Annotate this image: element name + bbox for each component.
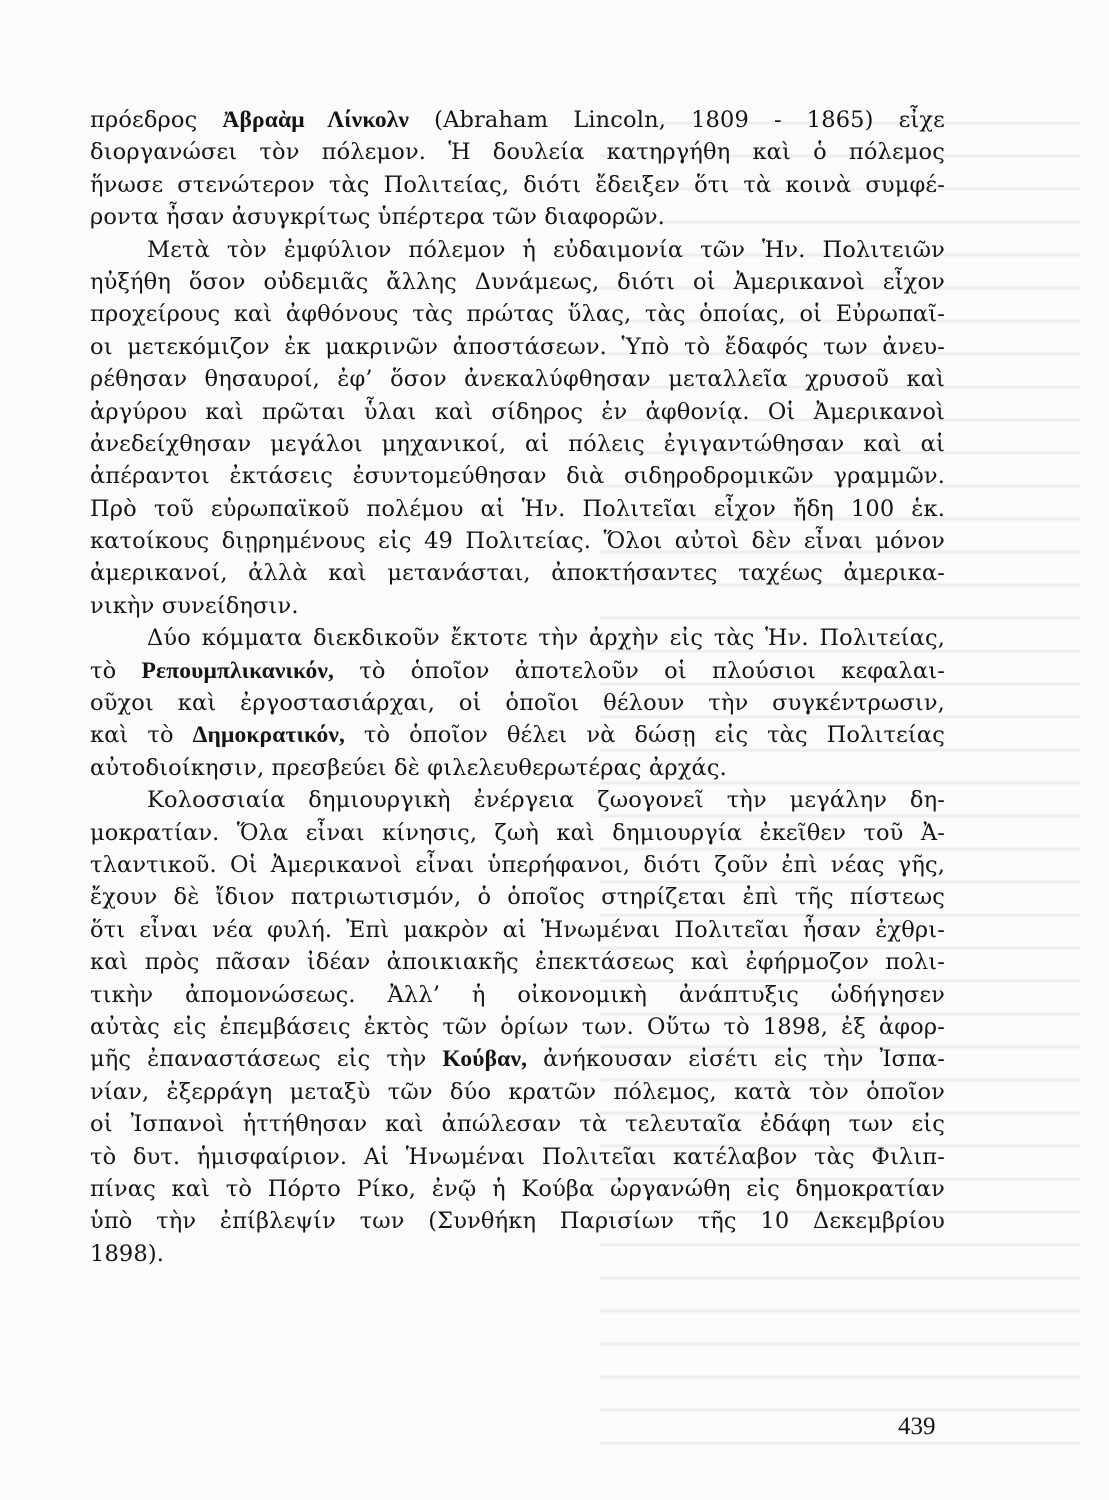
text-line: ηὐξήθη ὅσον οὐδεμιᾶς ἄλλης Δυνάμεως, διότι οἱ Ἀμερικανοὶ εἶχον	[90, 268, 945, 295]
text-line: 1898).	[90, 1240, 165, 1267]
text-line: αὐτὰς εἰς ἐπεμβάσεις ἐκτὸς τῶν ὁρίων των. Οὕτω τὸ 1898, ἐξ ἀφορ-	[90, 1013, 945, 1040]
text-line: τλαντικοῦ. Οἱ Ἀμερικανοὶ εἶναι ὑπερήφανοι, διότι ζοῦν ἐπὶ νέας γῆς,	[90, 851, 945, 878]
line-text: τὸ ὁποῖον θέλει νὰ δώσῃ εἰς τὰς Πολιτείας	[345, 722, 945, 749]
text-line: καὶ πρὸς πᾶσαν ἰδέαν ἀποικιακῆς ἐπεκτάσεως καὶ ἐφήρμοζον πολι-	[90, 949, 945, 976]
text-line: ρέθησαν θησαυροί, ἐφ’ ὅσον ἀνεκαλύφθησαν μεταλλεῖα χρυσοῦ καὶ	[90, 366, 945, 393]
text-line: ὅτι εἶναι νέα φυλή. Ἐπὶ μακρὸν αἱ Ἡνωμέναι Πολιτεῖαι ἦσαν ἐχθρι-	[90, 916, 945, 943]
text-line: κατοίκους διῃρημένους εἰς 49 Πολιτείας. Ὅλοι αὐτοὶ δὲν εἶναι μόνον	[90, 528, 945, 555]
text-line: Μετὰ τὸν ἐμφύλιον πόλεμον ἡ εὐδαιμονία τῶν Ἡν. Πολιτειῶν	[147, 236, 945, 263]
bold-term: Κούβαν,	[442, 1046, 528, 1073]
text-line: ἀνεδείχθησαν μεγάλοι μηχανικοί, αἱ πόλεις ἐγιγαντώθησαν καὶ αἱ	[90, 430, 945, 457]
text-line: διοργανώσει τὸν πόλεμον. Ἡ δουλεία κατηργήθη καὶ ὁ πόλεμος	[90, 139, 945, 166]
line-text: (Abraham Lincoln, 1809 - 1865) εἶχε	[409, 107, 945, 133]
text-line: προχείρους καὶ ἀφθόνους τὰς πρώτας ὕλας, τὰς ὁποίας, οἱ Εὐρωπαῖ-	[90, 301, 945, 328]
text-line: αὐτοδιοίκησιν, πρεσβεύει δὲ φιλελευθερωτέρας ἀρχάς.	[90, 754, 727, 781]
line-text: καὶ τὸ	[90, 722, 193, 749]
line-text: πρόεδρος	[90, 107, 223, 133]
text-line	[90, 1043, 945, 1075]
text-line: ὑπὸ τὴν ἐπίβλεψίν των (Συνθήκη Παρισίων τῆς 10 Δεκεμβρίου	[90, 1208, 945, 1235]
text-line: οῦχοι καὶ ἐργοστασιάρχαι, οἱ ὁποῖοι θέλουν τὴν συγκέντρωσιν,	[90, 690, 945, 717]
text-line: νικὴν συνείδησιν.	[90, 592, 299, 619]
text-line	[90, 719, 945, 751]
line-text: ἀνήκουσαν εἰσέτι εἰς τὴν Ἰσπα-	[527, 1046, 945, 1073]
text-line: ροντα ἦσαν ἀσυγκρίτως ὑπέρτερα τῶν διαφορῶν.	[90, 204, 665, 231]
body-text	[90, 104, 945, 1270]
text-line: ἀπέραντοι ἐκτάσεις ἐσυντομεύθησαν διὰ σιδηροδρομικῶν γραμμῶν.	[90, 463, 945, 490]
text-line: τὸ δυτ. ἡμισφαίριον. Αἱ Ἡνωμέναι Πολιτεῖαι κατέλαβον τὰς Φιλιπ-	[90, 1143, 945, 1170]
text-line: ἀργύρου καὶ πρῶται ὗλαι καὶ σίδηρος ἐν ἀφθονίᾳ. Οἱ Ἀμερικανοὶ	[90, 398, 945, 425]
text-line: οι μετεκόμιζον ἐκ μακρινῶν ἀποστάσεων. Ὑπὸ τὸ ἔδαφός των ἀνευ-	[90, 333, 945, 360]
line-text: τὸ ὁποῖον ἀποτελοῦν οἱ πλούσιοι κεφαλαι-	[334, 657, 945, 684]
text-line: τικὴν ἀπομονώσεως. Ἀλλ’ ἡ οἰκονομικὴ ἀνάπτυξις ὡδήγησεν	[90, 981, 945, 1008]
text-line: μοκρατίαν. Ὅλα εἶναι κίνησις, ζωὴ καὶ δημιουργία ἐκεῖθεν τοῦ Ἀ-	[90, 819, 945, 846]
text-line: ἀμερικανοί, ἀλλὰ καὶ μετανάσται, ἀποκτήσαντες ταχέως ἀμερικα-	[90, 560, 945, 587]
text-line: πίνας καὶ τὸ Πόρτο Ρίκο, ἐνῷ ἡ Κούβα ὠργανώθη εἰς δημοκρατίαν	[90, 1175, 945, 1202]
text-line: οἱ Ἰσπανοὶ ἡττήθησαν καὶ ἀπώλεσαν τὰ τελευταῖα ἐδάφη των εἰς	[90, 1111, 945, 1138]
bold-term: Δημοκρατικόν,	[192, 722, 346, 749]
text-line	[90, 655, 945, 687]
text-line: ἔχουν δὲ ἴδιον πατριωτισμόν, ὁ ὁποῖος στηρίζεται ἐπὶ τῆς πίστεως	[90, 884, 945, 911]
line-text: τὸ	[90, 657, 142, 684]
text-line: νίαν, ἐξερράγη μεταξὺ τῶν δύο κρατῶν πόλεμος, κατὰ τὸν ὁποῖον	[90, 1078, 945, 1105]
line-text: μῆς ἐπαναστάσεως εἰς τὴν	[90, 1046, 443, 1073]
bold-term: Ρεπουμπλικανικόν,	[141, 657, 335, 684]
text-line: Κολοσσιαία δημιουργικὴ ἐνέργεια ζωογονεῖ τὴν μεγάλην δη-	[147, 787, 945, 814]
text-line: ἥνωσε στενώτερον τὰς Πολιτείας, διότι ἔδειξεν ὅτι τὰ κοινὰ συμφέ-	[90, 171, 945, 198]
text-line	[90, 104, 945, 136]
text-line: Δύο κόμματα διεκδικοῦν ἔκτοτε τὴν ἀρχὴν εἰς τὰς Ἡν. Πολιτείας,	[147, 625, 945, 652]
text-line: Πρὸ τοῦ εὐρωπαϊκοῦ πολέμου αἱ Ἡν. Πολιτεῖαι εἶχον ἤδη 100 ἑκ.	[90, 495, 945, 522]
bold-name: Ἀβραὰμ Λίνκολν	[222, 107, 410, 133]
page-number: 439	[898, 1413, 936, 1440]
